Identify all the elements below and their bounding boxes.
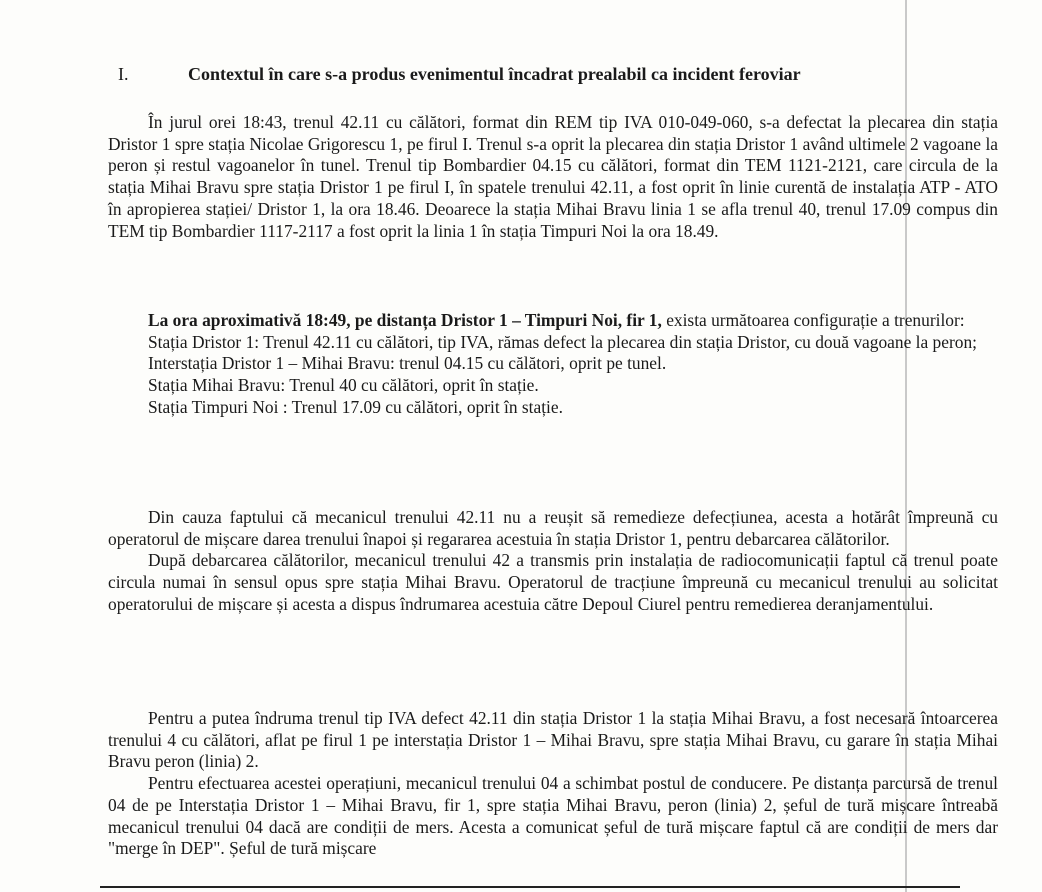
paragraph-text: După debarcarea călătorilor, mecanicul trenului 42 a transmis prin instalația de radiocomunicații faptul că trenul poate circula numai în sensul opus spre stația Mihai Bravu. Operatorul de tracțiune împreună cu mecanicul trenului au solicitat operatorului de mișcare și acesta a dispus îndrumarea acestuia către Depoul Ciurel pentru remedierea deranjamentului. [108, 550, 998, 614]
configuration-intro [108, 310, 998, 332]
configuration-item: Interstația Dristor 1 – Mihai Bravu: trenul 04.15 cu călători, oprit pe tunel. [148, 353, 667, 374]
paragraph-text: Pentru a putea îndruma trenul tip IVA defect 42.11 din stația Dristor 1 la stația Mihai Bravu, a fost necesară întoarcerea trenului 4 cu călători, aflat pe firul 1 pe interstația Dristor 1 – Mihai Bravu, spre stația Mihai Bravu, cu garare în stația Mihai Bravu peron (linia) 2. [108, 708, 998, 772]
configuration-intro-bold: La ora aproximativă 18:49, pe distanța Dristor 1 – Timpuri Noi, fir 1, [148, 310, 662, 330]
paragraph-incident-start [108, 112, 998, 242]
section-number: I. [118, 64, 129, 84]
paragraph-text: Pentru efectuarea acestei operațiuni, mecanicul trenului 04 a schimbat postul de conducere. Pe distanța parcursă de trenul 04 de pe Interstația Dristor 1 – Mihai Bravu, fir 1, spre stația Mihai Bravu, peron (linia) 2, șeful de tură mișcare întreabă mecanicul trenului 04 dacă are condiții de mers. Acesta a comunicat șeful de tură mișcare faptul că are condiții de mers dar "merge în DEP". Șeful de tură mișcare [108, 773, 998, 859]
paragraph-text: În jurul orei 18:43, trenul 42.11 cu călători, format din REM tip IVA 010-049-060, s-a defectat la plecarea din stația Dristor 1 spre stația Nicolae Grigorescu 1, pe firul I. Trenul s-a oprit la plecarea din stația Dristor 1 având ultimele 2 vagoane la peron și restul vagoanelor în tunel. Trenul tip Bombardier 04.15 cu călători, format din TEM 1121-2121, care circula de la stația Mihai Bravu spre stația Dristor 1 pe firul I, în spatele trenului 42.11, a fost oprit în linie curentă de instalația ATP - ATO în apropierea stației/ Dristor 1, la ora 18.46. Deoarece la stația Mihai Bravu linia 1 se afla trenul 40, trenul 17.09 compus din TEM tip Bombardier 1117-2117 a fost oprit la linia 1 în stația Timpuri Noi la ora 18.49. [108, 112, 998, 241]
section-heading [118, 62, 948, 86]
configuration-item: Stația Timpuri Noi : Trenul 17.09 cu călători, oprit în stație. [148, 396, 563, 417]
section-title: Contextul în care s-a produs evenimentul încadrat prealabil ca incident feroviar [188, 64, 801, 84]
paragraph-train-reversal [108, 708, 998, 860]
paragraph-debarkation [108, 507, 998, 616]
configuration-item: Stația Mihai Bravu: Trenul 40 cu călători, oprit în stație. [148, 375, 539, 396]
paragraph-train-configuration [108, 310, 998, 419]
paragraph-text: Din cauza faptului că mecanicul trenului 42.11 nu a reușit să remedieze defecțiunea, acesta a hotărât împreună cu operatorul de mișcare darea trenului înapoi și regararea acestuia în stația Dristor 1, pentru debarcarea călătorilor. [108, 507, 998, 549]
configuration-item: Stația Dristor 1: Trenul 42.11 cu călători, tip IVA, rămas defect la plecarea din stația Dristor, cu două vagoane la peron; [148, 331, 977, 352]
configuration-intro-rest: exista următoarea configurație a trenurilor: [661, 310, 965, 330]
footer-rule [100, 886, 960, 888]
